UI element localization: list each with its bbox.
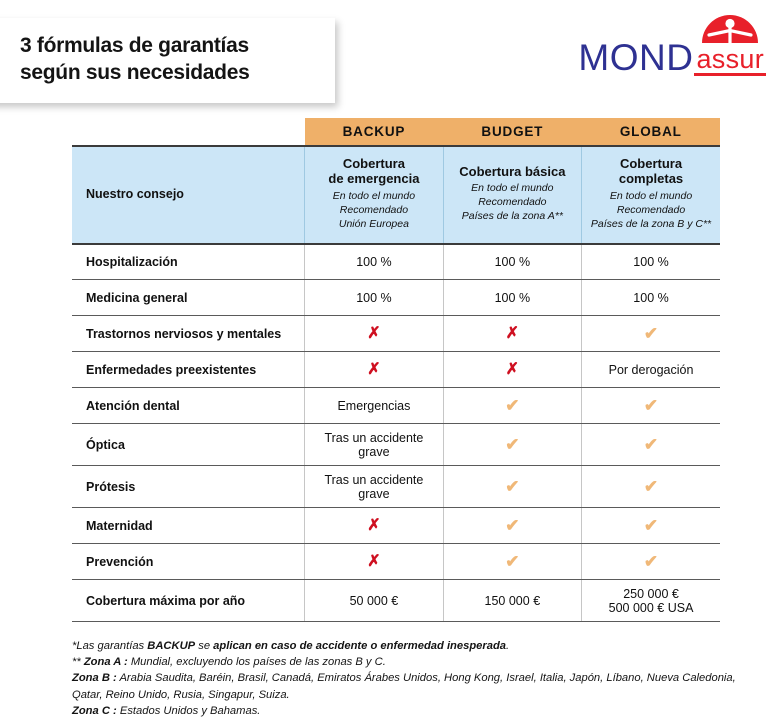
cell-budget — [443, 280, 581, 316]
cross-icon: ✗ — [367, 324, 381, 342]
row-label: Prevención — [72, 544, 305, 580]
cell-text-line-2: grave — [358, 486, 390, 501]
advice-row-label: Nuestro consejo — [72, 146, 305, 244]
cell-budget — [443, 388, 581, 424]
table-row — [72, 466, 720, 508]
logo-assur-text: assur — [696, 44, 764, 74]
cell-text-line-1: 250 000 € — [623, 586, 679, 601]
cell-global — [582, 580, 720, 622]
cell-budget — [443, 316, 581, 352]
check-icon: ✔ — [643, 324, 659, 344]
row-label: Maternidad — [72, 508, 305, 544]
cross-icon: ✗ — [367, 360, 381, 378]
cell-budget — [443, 580, 581, 622]
advice-title: Cobertura básica — [459, 163, 566, 179]
cross-icon: ✗ — [505, 324, 520, 342]
cell-global — [582, 544, 720, 580]
advice-row — [72, 146, 720, 244]
cell-budget — [443, 508, 581, 544]
cell-budget — [443, 424, 581, 466]
check-icon: ✔ — [505, 396, 520, 416]
cell-backup — [305, 316, 443, 352]
row-label: Medicina general — [72, 280, 305, 316]
advice-title-2: de emergencia — [328, 171, 420, 187]
plan-header-global[interactable]: GLOBAL — [582, 118, 720, 146]
plan-header-blank — [72, 118, 305, 146]
cell-backup — [305, 244, 443, 280]
cell-text: 100 % — [633, 290, 669, 305]
footnote-text: *Las garantías — [72, 640, 148, 653]
cell-backup — [305, 466, 443, 508]
cell-backup — [305, 424, 443, 466]
footnote-emphasis: BACKUP — [147, 640, 196, 653]
cell-text: 50 000 € — [349, 593, 399, 608]
cell-global — [582, 316, 720, 352]
cell-budget — [443, 544, 581, 580]
cell-text: 100 % — [633, 254, 669, 269]
table-row — [72, 244, 720, 280]
advice-subline: En todo el mundo — [609, 189, 693, 202]
cell-backup — [305, 280, 443, 316]
cell-backup — [305, 544, 443, 580]
cell-text: 150 000 € — [484, 593, 541, 608]
row-label: Óptica — [72, 424, 305, 466]
footnote-text: se — [195, 640, 214, 653]
check-icon: ✔ — [505, 552, 520, 572]
page-title-box — [0, 18, 335, 103]
table-row — [72, 280, 720, 316]
footnote-emphasis: Zona B : — [72, 672, 117, 685]
advice-title: Cobertura completas — [618, 156, 684, 187]
cell-budget — [443, 244, 581, 280]
cell-text: 100 % — [494, 290, 531, 305]
footnote-text: Estados Unidos y Bahamas. — [116, 704, 261, 717]
advice-subline: En todo el mundo — [332, 189, 416, 202]
plan-header-backup[interactable]: BACKUP — [305, 118, 443, 146]
check-icon: ✔ — [643, 516, 659, 536]
row-label: Cobertura máxima por año — [72, 580, 305, 622]
cell-backup — [305, 388, 443, 424]
footnote-emphasis: aplican en caso de accidente o enfermedad inesperada — [213, 640, 507, 653]
advice-subline: Unión Europea — [338, 217, 409, 230]
guarantees-table — [72, 118, 720, 622]
logo-assur-group — [694, 13, 766, 76]
cell-text-line-1: Tras un accidente — [324, 472, 424, 487]
footnote-3 — [72, 670, 762, 702]
table-row — [72, 388, 720, 424]
plan-header-row — [72, 118, 720, 146]
table-row — [72, 352, 720, 388]
footnote-text: ** — [72, 656, 84, 669]
cell-backup — [305, 580, 443, 622]
page-header — [0, 0, 782, 110]
cell-budget — [443, 466, 581, 508]
check-icon: ✔ — [505, 435, 520, 455]
advice-subline: Países de la zona A** — [461, 209, 563, 222]
advice-subline: En todo el mundo — [471, 181, 554, 194]
footnote-text: Mundial, excluyendo los países de las zonas B y C. — [127, 656, 386, 669]
plan-header-budget[interactable]: BUDGET — [443, 118, 581, 146]
cell-text-line-2: 500 000 € USA — [608, 600, 694, 615]
cell-global — [582, 508, 720, 544]
row-label: Enfermedades preexistentes — [72, 352, 305, 388]
check-icon: ✔ — [505, 477, 520, 497]
footnotes — [0, 638, 782, 719]
arch-figure-icon — [699, 13, 761, 48]
table-row — [72, 544, 720, 580]
cell-backup — [305, 508, 443, 544]
cross-icon: ✗ — [367, 516, 381, 534]
table-row — [72, 316, 720, 352]
logo-mond-text: MOND — [578, 37, 694, 78]
cell-text: Emergencias — [337, 398, 411, 413]
check-icon: ✔ — [643, 435, 659, 455]
footnote-emphasis: Zona A : — [83, 656, 128, 669]
footnote-4 — [72, 703, 762, 719]
footnote-text: . — [506, 640, 510, 653]
advice-subline: Recomendado — [478, 195, 547, 208]
check-icon: ✔ — [643, 477, 659, 497]
cell-backup — [305, 352, 443, 388]
guarantees-table-wrap — [0, 118, 782, 622]
table-row — [72, 580, 720, 622]
cell-text: 100 % — [356, 254, 392, 269]
footnote-emphasis: Zona C : — [72, 704, 117, 717]
advice-cell-backup — [305, 146, 443, 244]
footnote-2 — [72, 654, 762, 670]
advice-subline: Recomendado — [339, 203, 409, 216]
cell-budget — [443, 352, 581, 388]
cell-text: 100 % — [356, 290, 392, 305]
page-title-line-2: según sus necesidades — [20, 61, 250, 85]
row-label: Atención dental — [72, 388, 305, 424]
cell-global — [582, 244, 720, 280]
advice-subline: Países de la zona B y C** — [590, 217, 712, 230]
cell-global — [582, 352, 720, 388]
table-row — [72, 508, 720, 544]
cell-global — [582, 466, 720, 508]
cell-text-line-1: Tras un accidente — [324, 430, 424, 445]
check-icon: ✔ — [505, 516, 520, 536]
advice-cell-global — [582, 146, 720, 244]
advice-subline: Recomendado — [616, 203, 686, 216]
cell-global — [582, 424, 720, 466]
footnote-text: Arabia Saudita, Baréin, Brasil, Canadá, Emiratos Árabes Unidos, Hong Kong, Israel, Italia, Japón, Líbano, Nueva Caledonia, Qatar, Reino Unido, Rusia, Singapur, Suiza. — [72, 672, 736, 701]
cross-icon: ✗ — [505, 360, 520, 378]
cell-global — [582, 388, 720, 424]
cross-icon: ✗ — [367, 552, 381, 570]
table-row — [72, 424, 720, 466]
cell-global — [582, 280, 720, 316]
page-title-line-1: 3 fórmulas de garantías — [20, 34, 249, 57]
footnote-1 — [72, 638, 762, 654]
cell-text: Por derogación — [608, 362, 694, 377]
check-icon: ✔ — [643, 396, 659, 416]
advice-cell-budget — [443, 146, 581, 244]
check-icon: ✔ — [643, 552, 659, 572]
row-label: Trastornos nerviosos y mentales — [72, 316, 305, 352]
cell-text: 100 % — [494, 254, 531, 269]
row-label: Prótesis — [72, 466, 305, 508]
row-label: Hospitalización — [72, 244, 305, 280]
advice-title: Cobertura — [342, 156, 405, 171]
cell-text-line-2: grave — [358, 444, 390, 459]
mondassur-logo — [578, 14, 766, 76]
